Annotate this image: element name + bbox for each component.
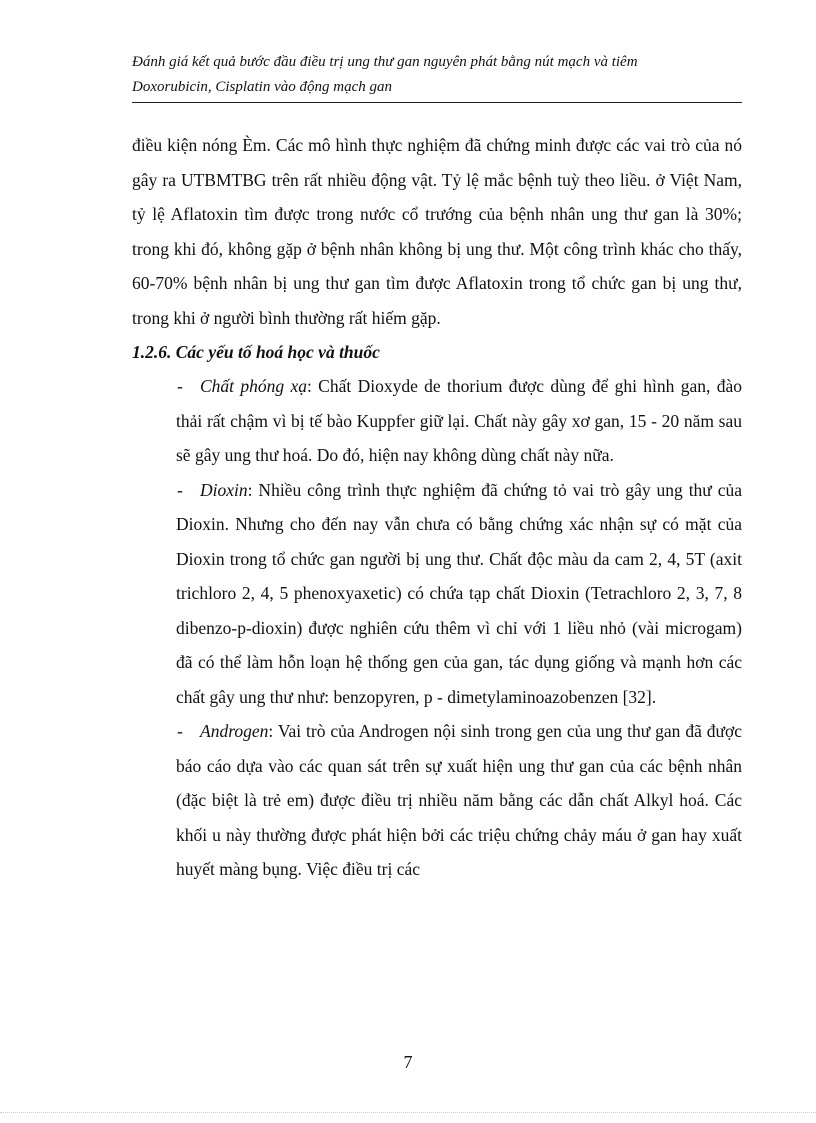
list-item-term: Chất phóng xạ <box>200 376 307 396</box>
bullet-dash: - <box>177 376 183 396</box>
list-item-text: : Nhiều công trình thực nghiệm đã chứng tỏ vai trò gây ung thư của Dioxin. Nhưng cho đến nay vẫn chưa có bằng chứng xác nhận sự có mặt của Dioxin trong tổ chức gan người bị ung thư. Chất độc màu da cam 2, 4, 5T (axit trichloro 2, 4, 5 phenoxyaxetic) có chứa tạp chất Dioxin (Tetrachloro 2, 3, 7, 8 dibenzo-p-dioxin) được nghiên cứu thêm vì chỉ với 1 liều nhỏ (vài microgam) đã có thể làm hỗn loạn hệ thống gen của gan, tác dụng giống và mạnh hơn các chất gây ung thư như: benzopyren, p - dimetylaminoazobenzen [32]. <box>176 479 742 707</box>
header-title-line-2: Doxorubicin, Cisplatin vào động mạch gan <box>132 79 392 95</box>
running-header <box>132 50 742 100</box>
page-bottom-border <box>0 1112 816 1113</box>
intro-paragraph: điều kiện nóng Èm. Các mô hình thực nghiệm đã chứng minh được các vai trò của nó gây ra UTBMTBG trên rất nhiều động vật. Tỷ lệ mắc bệnh tuỳ theo liều. ở Việt Nam, tỷ lệ Aflatoxin tìm được trong nước cổ trướng của bệnh nhân ung thư gan là 30%; trong khi đó, không gặp ở bệnh nhân không bị ung thư. Một công trình khác cho thấy, 60-70% bệnh nhân bị ung thư gan tìm được Aflatoxin trong tổ chức gan bị ung thư, trong khi ở người bình thường rất hiếm gặp. <box>132 135 742 328</box>
header-divider <box>132 102 742 103</box>
list-item-dioxin <box>132 473 742 715</box>
page-number: 7 <box>403 1052 413 1072</box>
bullet-dash: - <box>177 479 183 500</box>
list-item-radioactive <box>132 369 742 473</box>
bullet-dash: - <box>177 721 183 741</box>
list-item-term: Dioxin <box>200 479 248 500</box>
list-item-text: : Chất Dioxyde de thorium được dùng để ghi hình gan, đào thải rất chậm vì bị tế bào Kuppfer giữ lại. Chất này gây xơ gan, 15 - 20 năm sau sẽ gây ung thư hoá. Do đó, hiện nay không dùng chất này nữa. <box>176 376 742 465</box>
header-title-line-1: Đánh giá kết quả bước đầu điều trị ung thư gan nguyên phát bằng nút mạch và tiêm <box>132 54 638 70</box>
section-heading: 1.2.6. Các yếu tố hoá học và thuốc <box>132 342 380 362</box>
list-item-term: Androgen <box>200 721 269 741</box>
list-item-text: : Vai trò của Androgen nội sinh trong gen của ung thư gan đã được báo cáo dựa vào các quan sát trên sự xuất hiện ung thư gan của các bệnh nhân (đặc biệt là trẻ em) được điều trị nhiều năm bằng các dẫn chất Alkyl hoá. Các khối u này thường được phát hiện bởi các triệu chứng chảy máu ở gan hay xuất huyết màng bụng. Việc điều trị các <box>176 721 742 879</box>
page-body <box>132 128 742 887</box>
list-item-androgen <box>132 714 742 887</box>
